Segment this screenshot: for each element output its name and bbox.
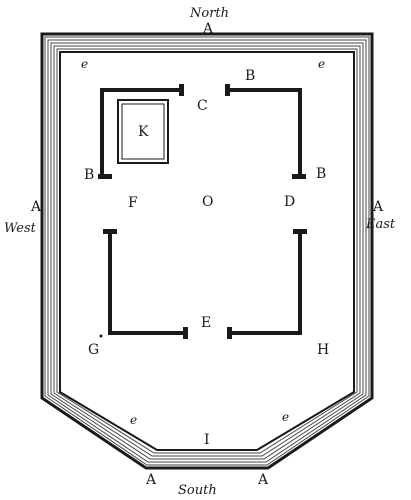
label-k: K	[138, 124, 149, 140]
inner-wall-bottom-right-inner	[232, 232, 296, 329]
label-c: C	[197, 98, 208, 114]
inner-wall-top-right-inner	[230, 94, 296, 175]
label-b-left: B	[84, 167, 95, 183]
label-h: H	[317, 342, 330, 358]
compass-east: East	[366, 217, 396, 232]
label-e-top-left: e	[81, 57, 89, 71]
label-b-top: B	[245, 68, 256, 84]
inner-wall-bottom-right	[230, 232, 300, 333]
label-b-right: B	[316, 166, 327, 182]
label-g: G	[88, 342, 100, 358]
gate-post-right-upper	[292, 174, 306, 179]
inner-wall-top-right	[228, 90, 300, 175]
compass-south: South	[178, 483, 217, 498]
label-e: E	[201, 315, 212, 331]
compass-north: North	[190, 6, 230, 21]
label-a-south-right: A	[258, 472, 269, 488]
label-a-north: A	[203, 21, 214, 37]
inner-wall-bottom-left	[110, 232, 186, 333]
label-d: D	[284, 194, 296, 210]
gate-post-left-upper	[98, 174, 112, 179]
label-o: O	[202, 194, 214, 210]
label-a-east: A	[373, 199, 384, 215]
gate-post-left-lower	[103, 229, 117, 234]
inner-compound	[98, 84, 307, 339]
corner-dot-g	[100, 335, 103, 338]
label-f: F	[128, 195, 138, 211]
gate-post-bottom-right	[227, 327, 232, 339]
gate-post-right-lower	[293, 229, 307, 234]
label-e-top-right: e	[318, 57, 326, 71]
compass-west: West	[4, 221, 36, 236]
label-i: I	[204, 432, 210, 448]
label-e-bottom-left: e	[130, 413, 138, 427]
label-a-west: A	[31, 199, 42, 215]
gate-post-top-left	[179, 84, 184, 96]
label-a-south-left: A	[146, 472, 157, 488]
gate-post-top-right	[225, 84, 230, 96]
label-e-bottom-right: e	[282, 410, 290, 424]
gate-post-bottom-left	[183, 327, 188, 339]
inner-wall-bottom-left-inner	[114, 232, 184, 329]
